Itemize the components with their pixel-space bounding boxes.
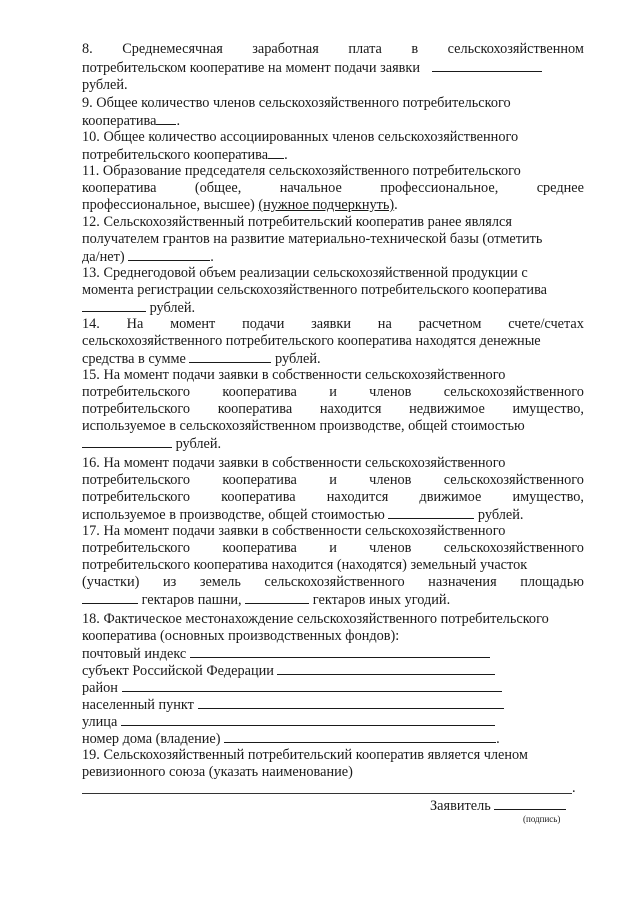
sales-volume-blank[interactable] <box>82 299 146 312</box>
item-12-line-1: 12. Сельскохозяйственный потребительский кооператив ранее являлся <box>82 214 512 230</box>
house-number-field[interactable] <box>224 730 496 743</box>
salary-blank[interactable] <box>432 59 542 72</box>
postal-code-field[interactable] <box>190 645 490 658</box>
members-count-blank[interactable] <box>156 112 176 125</box>
item-11-line-1: 11. Образование председателя сельскохозяйственного потребительского <box>82 163 521 179</box>
item-18-line-1: 18. Фактическое местонахождение сельскохозяйственного потребительского <box>82 611 549 627</box>
arable-land-blank[interactable] <box>82 591 138 604</box>
item-15-line-4: используемое в сельскохозяйственном производстве, общей стоимостью <box>82 418 525 434</box>
grants-yes-no-blank[interactable] <box>128 248 210 261</box>
locality-field[interactable] <box>198 696 504 709</box>
district-label: район <box>82 680 118 696</box>
federal-subject-label: субъект Российской Федерации <box>82 663 274 679</box>
real-estate-value-blank[interactable] <box>82 435 172 448</box>
item-17-line-2: потребительского кооператива и членов сельскохозяйственного <box>82 540 584 556</box>
item-8-line-1: 8. Среднемесячная заработная плата в сельскохозяйственном <box>82 41 584 57</box>
item-14-line-3: средства в сумме рублей. <box>82 351 321 367</box>
item-19-line-2: ревизионного союза (указать наименование) <box>82 764 353 780</box>
item-15-line-3: потребительского кооператива находится недвижимое имущество, <box>82 401 584 417</box>
other-land-blank[interactable] <box>245 591 309 604</box>
item-13-line-1: 13. Среднегодовой объем реализации сельскохозяйственной продукции с <box>82 265 528 281</box>
federal-subject-row <box>82 662 584 679</box>
item-13-line-3: рублей. <box>82 299 584 316</box>
item-10-line-1: 10. Общее количество ассоциированных членов сельскохозяйственного <box>82 129 519 145</box>
item-17-line-4: (участки) из земель сельскохозяйственного назначения площадью <box>82 574 584 590</box>
signature-caption: (подпись) <box>523 814 561 824</box>
item-15-line-1: 15. На момент подачи заявки в собственности сельскохозяйственного <box>82 367 506 383</box>
applicant-label: Заявитель <box>430 798 491 814</box>
signature-field[interactable] <box>494 797 566 810</box>
item-8-line-3: рублей. <box>82 77 128 93</box>
movable-property-value-blank[interactable] <box>388 506 474 519</box>
postal-code-label: почтовый индекс <box>82 646 187 662</box>
signature-row <box>430 797 580 814</box>
audit-union-name-field[interactable] <box>82 793 572 794</box>
item-15-line-2: потребительского кооператива и членов сельскохозяйственного <box>82 384 584 400</box>
item-12-line-3: да/нет) . <box>82 249 214 265</box>
house-number-row: номер дома (владение) . <box>82 731 500 747</box>
item-17-line-3: потребительского кооператива находится (находятся) земельный участок <box>82 557 528 573</box>
street-field[interactable] <box>121 713 495 726</box>
locality-row <box>82 696 584 713</box>
item-15-line-5: рублей. <box>82 435 584 452</box>
house-number-label: номер дома (владение) <box>82 731 221 747</box>
item-16-line-3: потребительского кооператива находится движимое имущество, <box>82 489 584 505</box>
district-field[interactable] <box>122 679 502 692</box>
item-17-line-1: 17. На момент подачи заявки в собственности сельскохозяйственного <box>82 523 506 539</box>
item-14-line-1: 14. На момент подачи заявки на расчетном счете/счетах <box>82 316 584 332</box>
item-9-line-2: кооператива . <box>82 113 181 129</box>
postal-code-row <box>82 645 584 662</box>
street-label: улица <box>82 714 118 730</box>
item-16-line-1: 16. На момент подачи заявки в собственности сельскохозяйственного <box>82 455 506 471</box>
federal-subject-field[interactable] <box>277 662 495 675</box>
item-16-line-4: используемое в производстве, общей стоимостью рублей. <box>82 507 524 523</box>
item-16-line-2: потребительского кооператива и членов сельскохозяйственного <box>82 472 584 488</box>
item-19-end: . <box>572 780 576 796</box>
district-row <box>82 679 584 696</box>
associated-members-blank[interactable] <box>268 146 284 159</box>
item-17-line-5: гектаров пашни, гектаров иных угодий. <box>82 591 584 608</box>
item-13-line-2: момента регистрации сельскохозяйственного потребительского кооператива <box>82 282 547 298</box>
item-12-line-2: получателем грантов на развитие материально-технической базы (отметить <box>82 231 543 247</box>
locality-label: населенный пункт <box>82 697 194 713</box>
street-row <box>82 713 584 730</box>
item-8-number: 8. <box>82 41 93 57</box>
item-19-line-1: 19. Сельскохозяйственный потребительский кооператив является членом <box>82 747 528 763</box>
item-8-line-2: потребительском кооперативе на момент подачи заявки <box>82 59 584 76</box>
item-11-line-3: профессиональное, высшее) (нужное подчеркнуть). <box>82 197 398 213</box>
cash-amount-blank[interactable] <box>189 350 271 363</box>
item-9-line-1: 9. Общее количество членов сельскохозяйственного потребительского <box>82 95 511 111</box>
item-18-line-2: кооператива (основных производственных фондов): <box>82 628 400 644</box>
underline-instruction: (нужное подчеркнуть) <box>258 197 395 213</box>
item-14-line-2: сельскохозяйственного потребительского кооператива находятся денежные <box>82 333 541 349</box>
item-11-line-2: кооператива (общее, начальное профессиональное, среднее <box>82 180 584 196</box>
item-10-line-2: потребительского кооператива . <box>82 147 288 163</box>
